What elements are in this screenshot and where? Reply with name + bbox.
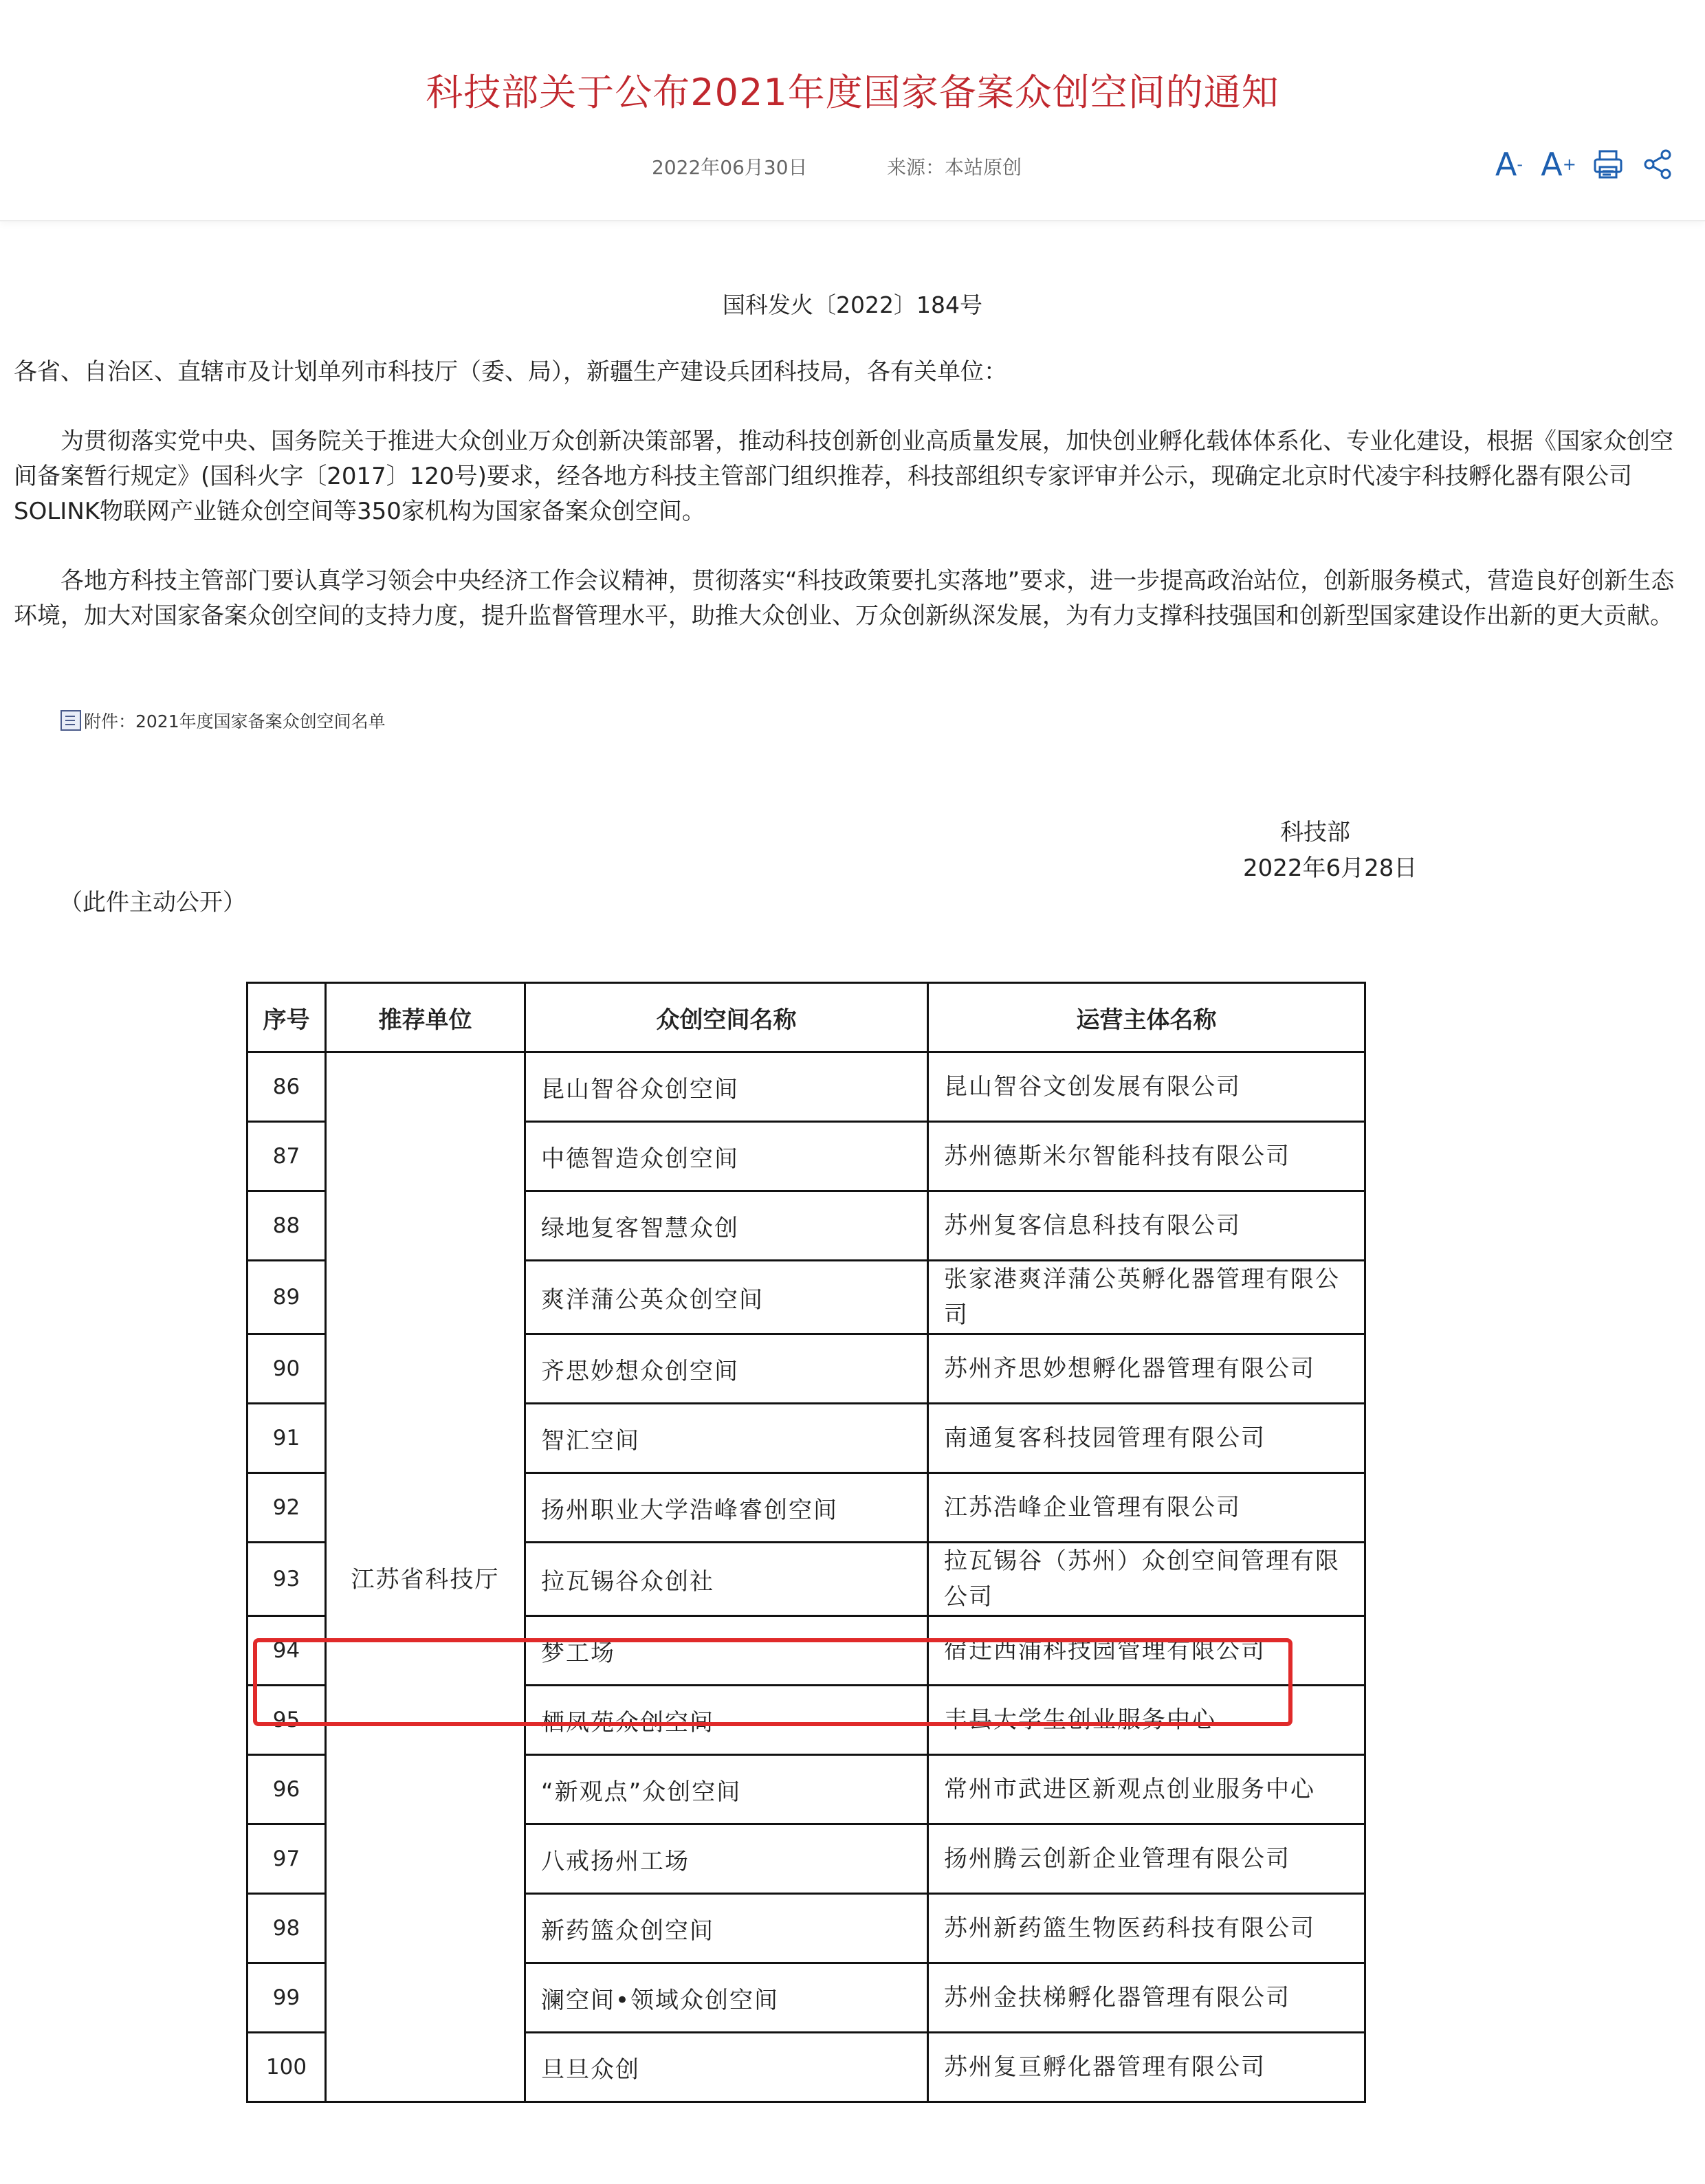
operator-name: 苏州齐思妙想孵化器管理有限公司 [928, 1334, 1365, 1404]
space-name: 昆山智谷众创空间 [525, 1052, 928, 1122]
row-num: 99 [248, 1963, 326, 2033]
print-icon[interactable] [1591, 146, 1625, 183]
signature-org: 科技部 [1280, 819, 1350, 846]
row-num: 100 [248, 2033, 326, 2102]
font-increase-mark: + [1562, 155, 1576, 174]
space-name: 智汇空间 [525, 1404, 928, 1473]
space-name: 栖凤苑众创空间 [525, 1686, 928, 1755]
space-name: 齐思妙想众创空间 [525, 1334, 928, 1404]
operator-name: 昆山智谷文创发展有限公司 [928, 1052, 1365, 1122]
space-name: 中德智造众创空间 [525, 1122, 928, 1191]
font-increase-button[interactable] [1541, 146, 1576, 183]
header-unit: 推荐单位 [326, 983, 525, 1052]
recommending-unit: 江苏省科技厅 [326, 1052, 525, 2102]
article-source: 来源：本站原创 [887, 156, 1022, 179]
space-name: 梦工场 [525, 1616, 928, 1686]
article-header [0, 0, 1705, 221]
space-list-table-wrap [246, 982, 1364, 2103]
operator-name: 张家港爽洋蒲公英孵化器管理有限公司 [928, 1261, 1365, 1334]
font-decrease-label: A [1495, 146, 1517, 183]
operator-name: 江苏浩峰企业管理有限公司 [928, 1473, 1365, 1543]
signature-date: 2022年6月28日 [1243, 854, 1418, 882]
table-row [248, 1052, 1365, 1122]
row-num: 97 [248, 1824, 326, 1894]
operator-name: 丰县大学生创业服务中心 [928, 1686, 1365, 1755]
article-toolbar [1492, 146, 1675, 183]
space-name: 扬州职业大学浩峰睿创空间 [525, 1473, 928, 1543]
row-num: 88 [248, 1191, 326, 1261]
space-name: 八戒扬州工场 [525, 1824, 928, 1894]
operator-name: 苏州复亘孵化器管理有限公司 [928, 2033, 1365, 2102]
attachment-link[interactable] [60, 708, 386, 733]
row-num: 86 [248, 1052, 326, 1122]
operator-name: 宿迁西浦科技园管理有限公司 [928, 1616, 1365, 1686]
space-list-table [246, 982, 1366, 2103]
public-note: （此件主动公开） [59, 889, 246, 916]
header-num: 序号 [248, 983, 326, 1052]
operator-name: 苏州新药篮生物医药科技有限公司 [928, 1894, 1365, 1963]
operator-name: 拉瓦锡谷（苏州）众创空间管理有限公司 [928, 1543, 1365, 1616]
space-name: 爽洋蒲公英众创空间 [525, 1261, 928, 1334]
operator-name: 南通复客科技园管理有限公司 [928, 1404, 1365, 1473]
row-num: 91 [248, 1404, 326, 1473]
row-num: 87 [248, 1122, 326, 1191]
share-icon[interactable] [1640, 146, 1675, 183]
row-num: 93 [248, 1543, 326, 1616]
header-operator: 运营主体名称 [928, 983, 1365, 1052]
row-num: 94 [248, 1616, 326, 1686]
row-num: 96 [248, 1755, 326, 1824]
space-name: 新药篮众创空间 [525, 1894, 928, 1963]
article-title: 科技部关于公布2021年度国家备案众创空间的通知 [426, 71, 1279, 114]
space-name: 绿地复客智慧众创 [525, 1191, 928, 1261]
font-decrease-button[interactable] [1492, 146, 1526, 183]
row-num: 95 [248, 1686, 326, 1755]
operator-name: 常州市武进区新观点创业服务中心 [928, 1755, 1365, 1824]
row-num: 92 [248, 1473, 326, 1543]
document-number: 国科发火〔2022〕184号 [723, 291, 982, 318]
attachment-label: 附件：2021年度国家备案众创空间名单 [84, 712, 386, 731]
font-decrease-mark: - [1517, 155, 1524, 174]
space-name: 澜空间•领域众创空间 [525, 1963, 928, 2033]
table-header-row [248, 983, 1365, 1052]
publish-date: 2022年06月30日 [652, 156, 808, 179]
space-name: 旦旦众创 [525, 2033, 928, 2102]
space-name: “新观点”众创空间 [525, 1755, 928, 1824]
operator-name: 苏州德斯米尔智能科技有限公司 [928, 1122, 1365, 1191]
paragraph-2: 各地方科技主管部门要认真学习领会中央经济工作会议精神，贯彻落实“科技政策要扎实落地”要求，进一步提高政治站位，创新服务模式，营造良好创新生态环境，加大对国家备案众创空间的支持力度，提升监督管理水平，助推大众创业、万众创新纵深发展，为有力支撑科技强国和创新型国家建设作出新的更大贡献。 [14, 567, 1675, 630]
space-name: 拉瓦锡谷众创社 [525, 1543, 928, 1616]
font-increase-label: A [1541, 146, 1563, 183]
paragraph-1: 为贯彻落实党中央、国务院关于推进大众创业万众创新决策部署，推动科技创新创业高质量发展，加快创业孵化载体体系化、专业化建设，根据《国家众创空间备案暂行规定》(国科火字〔2017〕120号)要求，经各地方科技主管部门组织推荐，科技部组织专家评审并公示，现确定北京时代凌宇科技孵化器有限公司SOLINK物联网产业链众创空间等350家机构为国家备案众创空间。 [14, 428, 1673, 525]
row-num: 98 [248, 1894, 326, 1963]
operator-name: 苏州复客信息科技有限公司 [928, 1191, 1365, 1261]
operator-name: 苏州金扶梯孵化器管理有限公司 [928, 1963, 1365, 2033]
operator-name: 扬州腾云创新企业管理有限公司 [928, 1824, 1365, 1894]
greeting: 各省、自治区、直辖市及计划单列市科技厅（委、局），新疆生产建设兵团科技局，各有关单位： [14, 358, 1007, 386]
document-icon [60, 710, 81, 731]
header-space-name: 众创空间名称 [525, 983, 928, 1052]
row-num: 90 [248, 1334, 326, 1404]
row-num: 89 [248, 1261, 326, 1334]
